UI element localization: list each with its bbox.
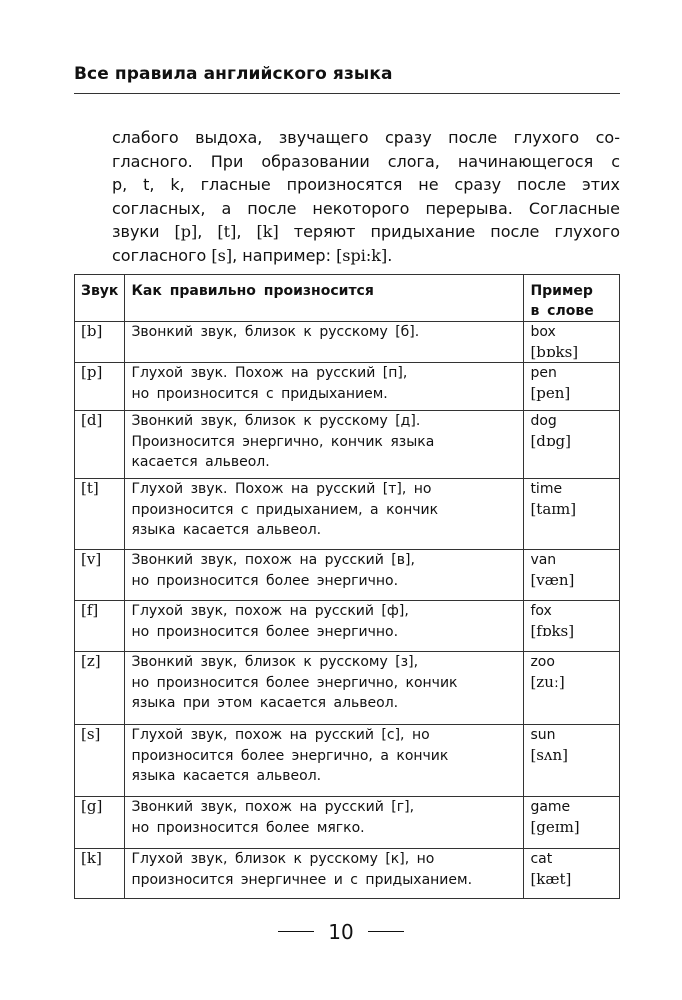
description-line: Глухой звук, похож на русский [ф], — [131, 603, 409, 619]
page-footer — [0, 918, 682, 944]
description-line: произносится энергичнее и с придыханием. — [131, 871, 473, 888]
intro-text: , например: — [232, 245, 337, 265]
intro-transcription: [t] — [217, 222, 237, 241]
description-line: но произносится более энергично. — [131, 572, 399, 589]
example-transcription: [zuː] — [530, 673, 565, 691]
description-line: Звонкий звук, похож на русский [в], — [131, 552, 415, 568]
table-row — [75, 479, 620, 550]
description-line: произносится более энергично, а кончик — [131, 747, 449, 764]
example-cell — [524, 725, 620, 797]
table-row — [75, 652, 620, 725]
description-cell — [125, 322, 524, 363]
example-word: fox — [530, 603, 552, 619]
table-body — [75, 322, 620, 899]
pronunciation-table — [74, 274, 620, 899]
header-example — [524, 275, 620, 322]
intro-paragraph — [112, 126, 620, 267]
description-line: но произносится более мягко. — [131, 819, 365, 836]
header-description: Как правильно произносится — [125, 275, 524, 322]
example-word: dog — [530, 413, 557, 429]
intro-text: согласных, а после некоторого перерыва. Согласные — [112, 198, 620, 218]
example-transcription: [bɒks] — [530, 343, 579, 361]
header-example-line1: Пример — [530, 283, 593, 299]
intro-text: p, t, k, гласные произносятся не сразу после этих — [112, 175, 620, 194]
description-line: Глухой звук. Похож на русский [т], но — [131, 481, 432, 497]
intro-transcription: [s] — [211, 245, 233, 265]
example-cell — [524, 652, 620, 725]
running-head: Все правила английского языка — [74, 64, 393, 84]
sound-cell: [k] — [75, 849, 125, 899]
example-transcription: [taɪm] — [530, 500, 577, 518]
description-line: касается альвеол. — [131, 454, 270, 470]
example-cell — [524, 797, 620, 849]
example-word: game — [530, 799, 571, 815]
example-word: cat — [530, 851, 553, 867]
sound-cell: [d] — [75, 411, 125, 479]
intro-line — [112, 173, 620, 197]
sound-cell: [b] — [75, 322, 125, 363]
intro-text: . — [387, 245, 393, 265]
intro-text: , — [197, 222, 218, 241]
example-cell — [524, 550, 620, 601]
intro-transcription: [p] — [174, 222, 198, 241]
description-cell — [125, 479, 524, 550]
description-line: Глухой звук, близок к русскому [к], но — [131, 851, 435, 867]
table-row — [75, 322, 620, 363]
description-line: языка при этом касается альвеол. — [131, 695, 399, 711]
description-cell — [125, 550, 524, 601]
example-transcription: [væn] — [530, 571, 575, 589]
description-line: Звонкий звук, похож на русский [г], — [131, 799, 415, 815]
example-cell — [524, 322, 620, 363]
example-word: pen — [530, 365, 557, 381]
description-line: но произносится более энергично. — [131, 623, 399, 640]
example-cell — [524, 479, 620, 550]
example-word: time — [530, 481, 563, 497]
intro-line — [112, 126, 620, 150]
description-line: языка касается альвеол. — [131, 522, 322, 538]
description-cell — [125, 797, 524, 849]
sound-cell: [f] — [75, 601, 125, 652]
description-cell — [125, 601, 524, 652]
intro-transcription: [k] — [256, 222, 279, 241]
table-row — [75, 797, 620, 849]
intro-line — [112, 220, 620, 244]
sound-cell: [g] — [75, 797, 125, 849]
intro-transcription: [spi:k] — [336, 245, 388, 265]
intro-line — [112, 150, 620, 174]
description-line: Звонкий звук, близок к русскому [д]. — [131, 413, 421, 429]
sound-cell: [v] — [75, 550, 125, 601]
sound-cell: [s] — [75, 725, 125, 797]
description-line: Звонкий звук, близок к русскому [б]. — [131, 324, 420, 340]
example-word: zoo — [530, 654, 555, 670]
header-example-line2: в слове — [530, 303, 594, 319]
page-number: 10 — [328, 919, 354, 944]
description-cell — [125, 725, 524, 797]
table-row — [75, 849, 620, 899]
example-transcription: [sʌn] — [530, 746, 568, 764]
intro-text: , — [236, 222, 257, 241]
description-line: но произносится с придыханием. — [131, 385, 388, 402]
intro-line — [112, 197, 620, 221]
example-cell — [524, 411, 620, 479]
description-line: Произносится энергично, кончик языка — [131, 433, 435, 450]
description-cell — [125, 849, 524, 899]
example-word: van — [530, 552, 557, 568]
example-cell — [524, 849, 620, 899]
description-line: Глухой звук. Похож на русский [п], — [131, 365, 408, 381]
sound-cell: [t] — [75, 479, 125, 550]
example-cell — [524, 601, 620, 652]
example-transcription: [dɒg] — [530, 432, 571, 450]
table-row — [75, 550, 620, 601]
header-sound: Звук — [75, 275, 125, 322]
intro-line — [112, 244, 620, 268]
header-rule — [74, 93, 620, 94]
description-line: произносится с придыханием, а кончик — [131, 501, 439, 518]
sound-cell: [z] — [75, 652, 125, 725]
intro-text: теряют придыхание после глухого — [278, 222, 621, 241]
example-word: sun — [530, 727, 556, 743]
footer-dash-right — [368, 931, 404, 932]
example-word: box — [530, 324, 556, 340]
table-header-row — [75, 275, 620, 322]
sound-cell: [p] — [75, 363, 125, 411]
description-cell — [125, 363, 524, 411]
example-transcription: [kæt] — [530, 870, 572, 888]
example-cell — [524, 363, 620, 411]
description-cell — [125, 411, 524, 479]
intro-text: гласного. При образовании слога, начинающегося с — [112, 151, 620, 171]
description-line: языка касается альвеол. — [131, 768, 322, 784]
description-cell — [125, 652, 524, 725]
description-line: Глухой звук, похож на русский [с], но — [131, 727, 430, 743]
example-transcription: [pen] — [530, 384, 571, 402]
table-row — [75, 411, 620, 479]
table-row — [75, 363, 620, 411]
description-line: но произносится более энергично, кончик — [131, 674, 458, 691]
intro-text: слабого выдоха, звучащего сразу после глухого со- — [112, 128, 620, 147]
intro-text: согласного — [112, 245, 212, 265]
example-transcription: [geɪm] — [530, 818, 580, 836]
table-row — [75, 601, 620, 652]
footer-dash-left — [278, 931, 314, 932]
intro-text: звуки — [112, 222, 175, 241]
example-transcription: [fɒks] — [530, 622, 575, 640]
description-line: Звонкий звук, близок к русскому [з], — [131, 654, 419, 670]
table-row — [75, 725, 620, 797]
